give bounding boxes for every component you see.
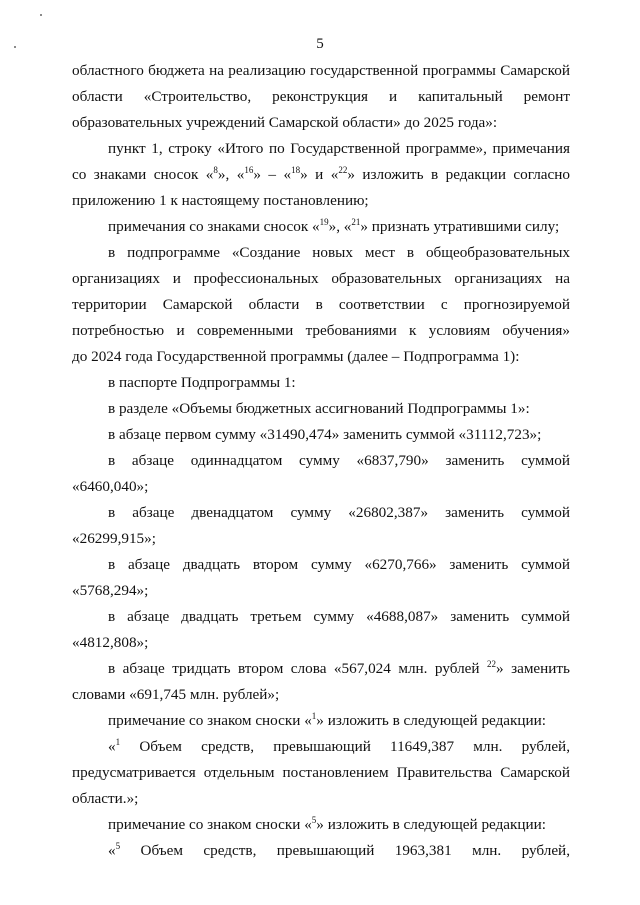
text-line	[72, 552, 570, 578]
text-line	[72, 760, 570, 786]
text-segment: » изложить в следующей редакции:	[316, 816, 547, 833]
text-line	[72, 110, 570, 136]
footnote-mark: 18	[291, 165, 301, 175]
text-line	[72, 604, 570, 630]
text-segment: в абзаце двенадцатом сумму «26802,387» заменить суммой	[108, 504, 570, 521]
text-segment: образовательных учреждений Самарской области» до 2025 года»:	[72, 114, 498, 131]
scan-speck	[40, 14, 42, 16]
text-line	[72, 266, 570, 292]
text-line	[72, 682, 570, 708]
text-segment: территории Самарской области в соответствии с прогнозируемой	[72, 296, 570, 313]
text-segment: » и «	[300, 166, 339, 183]
text-segment: в разделе «Объемы бюджетных ассигнований Подпрограммы 1»:	[108, 400, 530, 417]
text-line	[72, 812, 570, 838]
paragraph	[72, 812, 570, 838]
paragraph	[72, 708, 570, 734]
text-segment: примечания со знаками сносок «	[108, 218, 320, 235]
text-segment: в подпрограмме «Создание новых мест в общеобразовательных	[108, 244, 570, 261]
text-segment: в абзаце тридцать втором слова «567,024 млн. рублей	[108, 660, 487, 677]
text-line	[72, 318, 570, 344]
footnote-mark: 22	[338, 165, 348, 175]
text-line	[72, 474, 570, 500]
text-segment: словами «691,745 млн. рублей»;	[72, 686, 280, 703]
text-segment: » – «	[253, 166, 292, 183]
text-segment: », «	[217, 166, 245, 183]
text-line	[72, 162, 570, 188]
text-line	[72, 292, 570, 318]
footnote-mark: 21	[351, 217, 361, 227]
text-segment: «26299,915»;	[72, 530, 156, 547]
text-line	[72, 734, 570, 760]
text-segment: в паспорте Подпрограммы 1:	[108, 374, 296, 391]
text-segment: пункт 1, строку «Итого по Государственной программе», примечания	[108, 140, 570, 157]
text-segment: «5768,294»;	[72, 582, 149, 599]
text-line	[72, 656, 570, 682]
text-line	[72, 422, 570, 448]
paragraph	[72, 656, 570, 708]
text-segment: «	[108, 738, 116, 755]
text-segment: «6460,040»;	[72, 478, 149, 495]
paragraph	[72, 448, 570, 500]
text-line	[72, 240, 570, 266]
paragraph	[72, 214, 570, 240]
text-segment: » заменить	[496, 660, 570, 677]
text-segment: организациях и профессиональных образовательных организациях на	[72, 270, 570, 287]
paragraph	[72, 604, 570, 656]
footnote-mark: 22	[487, 659, 496, 669]
document-body	[72, 58, 570, 864]
text-line	[72, 370, 570, 396]
page-number: 5	[316, 36, 324, 52]
text-segment: со знаками сносок «	[72, 166, 214, 183]
text-segment: в абзаце двадцать втором сумму «6270,766» заменить суммой	[108, 556, 570, 573]
paragraph	[72, 838, 570, 864]
text-segment: » изложить в следующей редакции:	[316, 712, 547, 729]
text-segment: «	[108, 842, 116, 859]
text-segment: » изложить в редакции согласно	[347, 166, 571, 183]
text-segment: примечание со знаком сноски «	[108, 816, 312, 833]
text-line	[72, 136, 570, 162]
text-segment: Объем средств, превышающий 1963,381 млн. рублей,	[120, 842, 570, 859]
text-line	[72, 58, 570, 84]
footnote-mark: 5	[115, 841, 121, 851]
text-line	[72, 786, 570, 812]
text-segment: в абзаце двадцать третьем сумму «4688,087» заменить суммой	[108, 608, 570, 625]
paragraph	[72, 396, 570, 422]
paragraph	[72, 500, 570, 552]
text-segment: в абзаце первом сумму «31490,474» заменить суммой «31112,723»;	[108, 426, 542, 443]
text-segment: «4812,808»;	[72, 634, 149, 651]
text-line	[72, 578, 570, 604]
paragraph	[72, 240, 570, 370]
footnote-mark: 19	[319, 217, 329, 227]
paragraph	[72, 370, 570, 396]
footnote-mark: 16	[244, 165, 254, 175]
text-segment: области.»;	[72, 790, 139, 807]
text-segment: до 2024 года Государственной программы (далее – Подпрограмма 1):	[72, 348, 520, 365]
text-segment: области «Строительство, реконструкция и капитальный ремонт	[72, 88, 570, 105]
text-line	[72, 838, 570, 864]
text-line	[72, 396, 570, 422]
text-segment: », «	[328, 218, 352, 235]
text-segment: потребностью и современными требованиями к условиям обучения»	[72, 322, 570, 339]
text-line	[72, 84, 570, 110]
footnote-mark: 1	[311, 711, 317, 721]
text-segment: областного бюджета на реализацию государственной программы Самарской	[72, 62, 570, 79]
text-line	[72, 188, 570, 214]
paragraph	[72, 552, 570, 604]
text-segment: приложению 1 к настоящему постановлению;	[72, 192, 369, 209]
text-segment: Объем средств, превышающий 11649,387 млн. рублей,	[120, 738, 570, 755]
text-line	[72, 500, 570, 526]
text-line	[72, 448, 570, 474]
text-line	[72, 344, 570, 370]
footnote-mark: 5	[311, 815, 317, 825]
footnote-mark: 1	[115, 737, 121, 747]
paragraph	[72, 422, 570, 448]
text-line	[72, 214, 570, 240]
paragraph	[72, 734, 570, 812]
paragraph	[72, 58, 570, 136]
paragraph	[72, 136, 570, 214]
text-line	[72, 630, 570, 656]
text-segment: » признать утратившими силу;	[360, 218, 560, 235]
text-line	[72, 708, 570, 734]
text-segment: примечание со знаком сноски «	[108, 712, 312, 729]
footnote-mark: 8	[213, 165, 218, 175]
text-segment: предусматривается отдельным постановлением Правительства Самарской	[72, 764, 570, 781]
text-line	[72, 526, 570, 552]
text-segment: в абзаце одиннадцатом сумму «6837,790» заменить суммой	[108, 452, 570, 469]
